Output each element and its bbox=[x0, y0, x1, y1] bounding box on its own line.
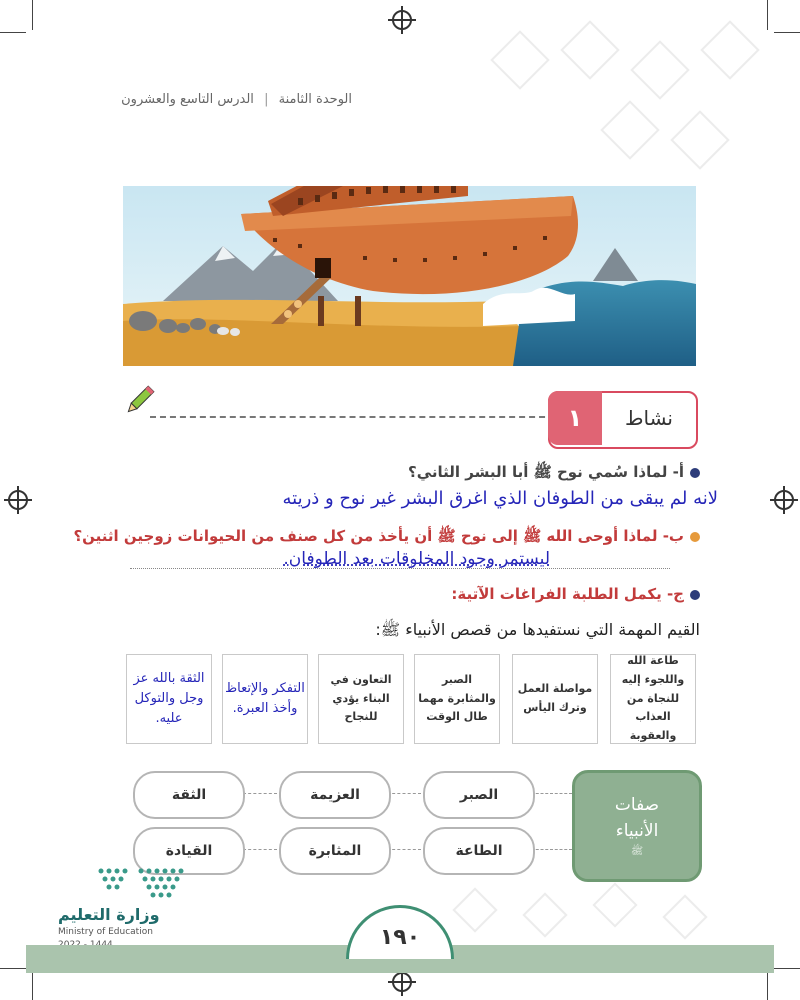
question-c-prompt: ج- يكمل الطلبة الفراغات الآتية: bbox=[451, 585, 684, 603]
traits-honorific: ﷺ bbox=[630, 846, 644, 857]
trait-connector bbox=[387, 849, 421, 850]
value-card-4: التعاون في البناء يؤدي للنجاح bbox=[318, 654, 404, 744]
value-card-6-handwritten: الثقة بالله عز وجل والتوكل عليه. bbox=[126, 654, 212, 744]
noah-ark-illustration bbox=[123, 186, 696, 366]
trait-connector bbox=[387, 793, 421, 794]
trait-trust: الثقة bbox=[133, 771, 245, 819]
bullet-icon bbox=[690, 590, 700, 600]
traits-title-line1: صفات bbox=[614, 795, 660, 815]
question-c bbox=[451, 585, 700, 603]
bullet-icon bbox=[690, 532, 700, 542]
trait-perseverance: المثابرة bbox=[279, 827, 391, 875]
question-a-answer: لانه لم يبقى من الطوفان الذي اغرق البشر غير نوح و ذريته bbox=[282, 488, 718, 509]
trait-connector bbox=[531, 793, 572, 794]
trait-obedience: الطاعة bbox=[423, 827, 535, 875]
registration-mark-right bbox=[774, 490, 794, 510]
question-b-prompt: ب- لماذا أوحى الله ﷺ إلى نوح ﷺ أن يأخذ من كل صنف من الحيوانات زوجين اثنين؟ bbox=[73, 527, 684, 545]
activity-number: ١ bbox=[548, 391, 602, 445]
registration-mark-top bbox=[392, 10, 412, 30]
unit-label: الوحدة الثامنة bbox=[278, 92, 352, 107]
lesson-label: الدرس التاسع والعشرون bbox=[121, 92, 254, 107]
question-b bbox=[73, 527, 700, 549]
decorative-pattern-bottom bbox=[440, 880, 760, 950]
value-card-1: طاعة الله واللجوء إليه للنجاة من العذاب والعقوبة bbox=[610, 654, 696, 744]
page-number: ١٩٠ bbox=[346, 905, 454, 959]
registration-mark-bottom bbox=[392, 972, 412, 992]
bullet-icon bbox=[690, 468, 700, 478]
values-title: القيم المهمة التي نستفيدها من قصص الأنبياء ﷺ: bbox=[375, 620, 700, 639]
trait-leadership: القيادة bbox=[133, 827, 245, 875]
header-separator: | bbox=[264, 92, 269, 107]
ministry-name-english: Ministry of Education bbox=[58, 927, 153, 937]
traits-title-line2: الأنبياء bbox=[615, 820, 659, 841]
ministry-name-arabic: وزارة التعليم bbox=[58, 905, 160, 924]
registration-mark-left bbox=[8, 490, 28, 510]
trait-connector bbox=[243, 793, 277, 794]
ministry-logo-icon bbox=[96, 866, 186, 902]
pencil-icon bbox=[122, 384, 156, 418]
decorative-pattern bbox=[470, 20, 780, 190]
activity-label: نشاط bbox=[625, 406, 673, 430]
value-card-2: مواصلة العمل وترك اليأس bbox=[512, 654, 598, 744]
trait-patience: الصبر bbox=[423, 771, 535, 819]
value-card-3: الصبر والمثابرة مهما طال الوقت bbox=[414, 654, 500, 744]
question-a bbox=[408, 463, 700, 485]
trait-determination: العزيمة bbox=[279, 771, 391, 819]
question-a-prompt: أ- لماذا سُمي نوح ﷺ أبا البشر الثاني؟ bbox=[408, 463, 684, 481]
value-card-5-handwritten: التفكر والإتعاظ وأخذ العبرة. bbox=[222, 654, 308, 744]
activity-divider bbox=[150, 416, 575, 418]
question-b-answer: ليستمر وجود المخلوقات بعد الطوفان. bbox=[283, 549, 550, 569]
lesson-header bbox=[121, 92, 352, 107]
trait-connector bbox=[531, 849, 572, 850]
trait-connector bbox=[243, 849, 277, 850]
prophets-traits-box bbox=[572, 770, 702, 882]
